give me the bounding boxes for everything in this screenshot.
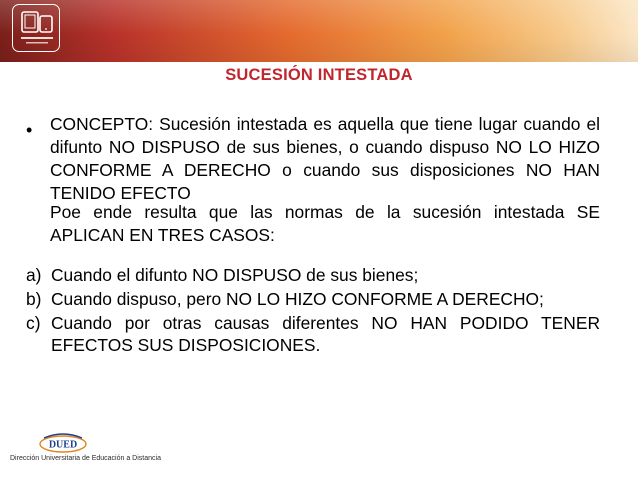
- cases-list: [26, 264, 600, 356]
- concept-paragraph: CONCEPTO: Sucesión intestada es aquella que tiene lugar cuando el difunto NO DISPUSO de sus bienes, o cuando dispuso NO LO HIZO CONFORME A DERECHO o cuando sus disposiciones NO HAN TENIDO EFECTO: [50, 114, 600, 203]
- devices-logo-icon: [12, 4, 60, 52]
- list-marker: a): [26, 265, 42, 285]
- list-marker: c): [26, 313, 41, 333]
- dued-logo: [38, 432, 88, 454]
- slide-title: SUCESIÓN INTESTADA: [225, 66, 413, 84]
- list-item: [26, 312, 600, 356]
- list-item-text: Cuando el difunto NO DISPUSO de sus bienes;: [51, 265, 419, 285]
- list-item: [26, 288, 600, 310]
- list-marker: b): [26, 289, 42, 309]
- bullet-marker: •: [26, 120, 33, 140]
- list-item: [26, 264, 600, 286]
- footer-institution: Dirección Universitaria de Educación a Distancia: [10, 455, 161, 462]
- header-band-shine: [0, 0, 638, 62]
- dued-logo-text: DUED: [48, 439, 78, 451]
- consequence-paragraph: Poe ende resulta que las normas de la sucesión intestada SE APLICAN EN TRES CASOS:: [50, 202, 600, 245]
- list-item-text: Cuando por otras causas diferentes NO HAN PODIDO TENER EFECTOS SUS DISPOSICIONES.: [51, 313, 600, 355]
- list-item-text: Cuando dispuso, pero NO LO HIZO CONFORME A DERECHO;: [51, 289, 544, 309]
